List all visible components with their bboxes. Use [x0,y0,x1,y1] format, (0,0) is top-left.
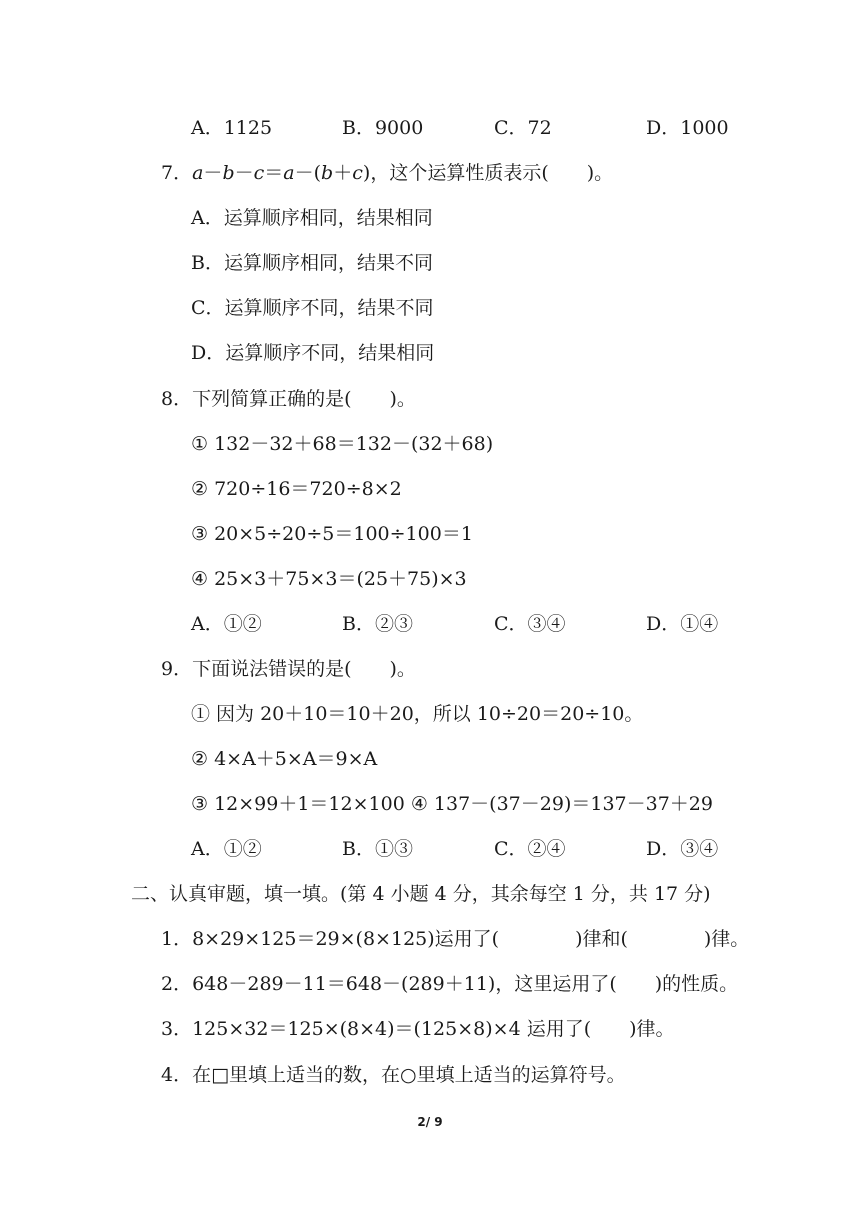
q9-stem: 9．下面说法错误的是( )。 [161,658,416,680]
q8-item-4: ④ 25×3＋75×3＝(25＋75)×3 [191,568,467,590]
q8-item-2: ② 720÷16＝720÷8×2 [191,478,402,500]
q7-option-a: A．运算顺序相同，结果相同 [191,207,433,229]
q6-option-d: D．1000 [646,117,729,139]
q8-option-a: A．①② [191,613,262,635]
q7-option-c: C．运算顺序不同，结果不同 [191,297,434,319]
q9-option-d: D．③④ [646,838,719,860]
q8-option-b: B．②③ [342,613,413,635]
q7-option-b: B．运算顺序相同，结果不同 [191,252,433,274]
q8-item-1: ① 132－32＋68＝132－(32＋68) [191,433,494,455]
q7-number: 7． [161,162,193,184]
q8-option-c: C．③④ [494,613,566,635]
q8-stem: 8．下列简算正确的是( )。 [161,388,416,410]
q8-item-3: ③ 20×5÷20÷5＝100÷100＝1 [191,523,473,545]
q9-option-b: B．①③ [342,838,413,860]
q9-item-1: ① 因为 20＋10＝10＋20，所以 10÷20＝20÷10。 [191,703,644,725]
page-number: 2/ 9 [417,1115,443,1129]
q9-option-c: C．②④ [494,838,566,860]
q6-option-a: A．1125 [191,117,273,139]
q7-stem-text: ，这个运算性质表示( )。 [370,162,614,184]
q9-item-3-4: ③ 12×99＋1＝12×100 ④ 137－(37－29)＝137－37＋29 [191,793,713,815]
q6-option-b: B．9000 [342,117,424,139]
q8-option-d: D．①④ [646,613,719,635]
q7-option-d: D．运算顺序不同，结果相同 [191,342,435,364]
q9-item-2: ② 4×A＋5×A＝9×A [191,748,378,770]
section-2-item-3: 3．125×32＝125×(8×4)＝(125×8)×4 运用了( )律。 [161,1018,675,1040]
q6-option-c: C．72 [494,117,552,139]
q7-formula: a－b－c＝a－(b＋c) [192,162,371,184]
q9-option-a: A．①② [191,838,262,860]
section-2-item-4: 4．在□里填上适当的数，在○里填上适当的运算符号。 [161,1064,626,1086]
section-2-item-2: 2．648－289－11＝648－(289＋11)，这里运用了( )的性质。 [161,973,739,995]
section-2-title: 二、认真审题，填一填。(第 4 小题 4 分，其余每空 1 分，共 17 分) [131,883,711,905]
section-2-item-1: 1．8×29×125＝29×(8×125)运用了( )律和( )律。 [161,928,750,950]
q7-stem [161,161,613,185]
